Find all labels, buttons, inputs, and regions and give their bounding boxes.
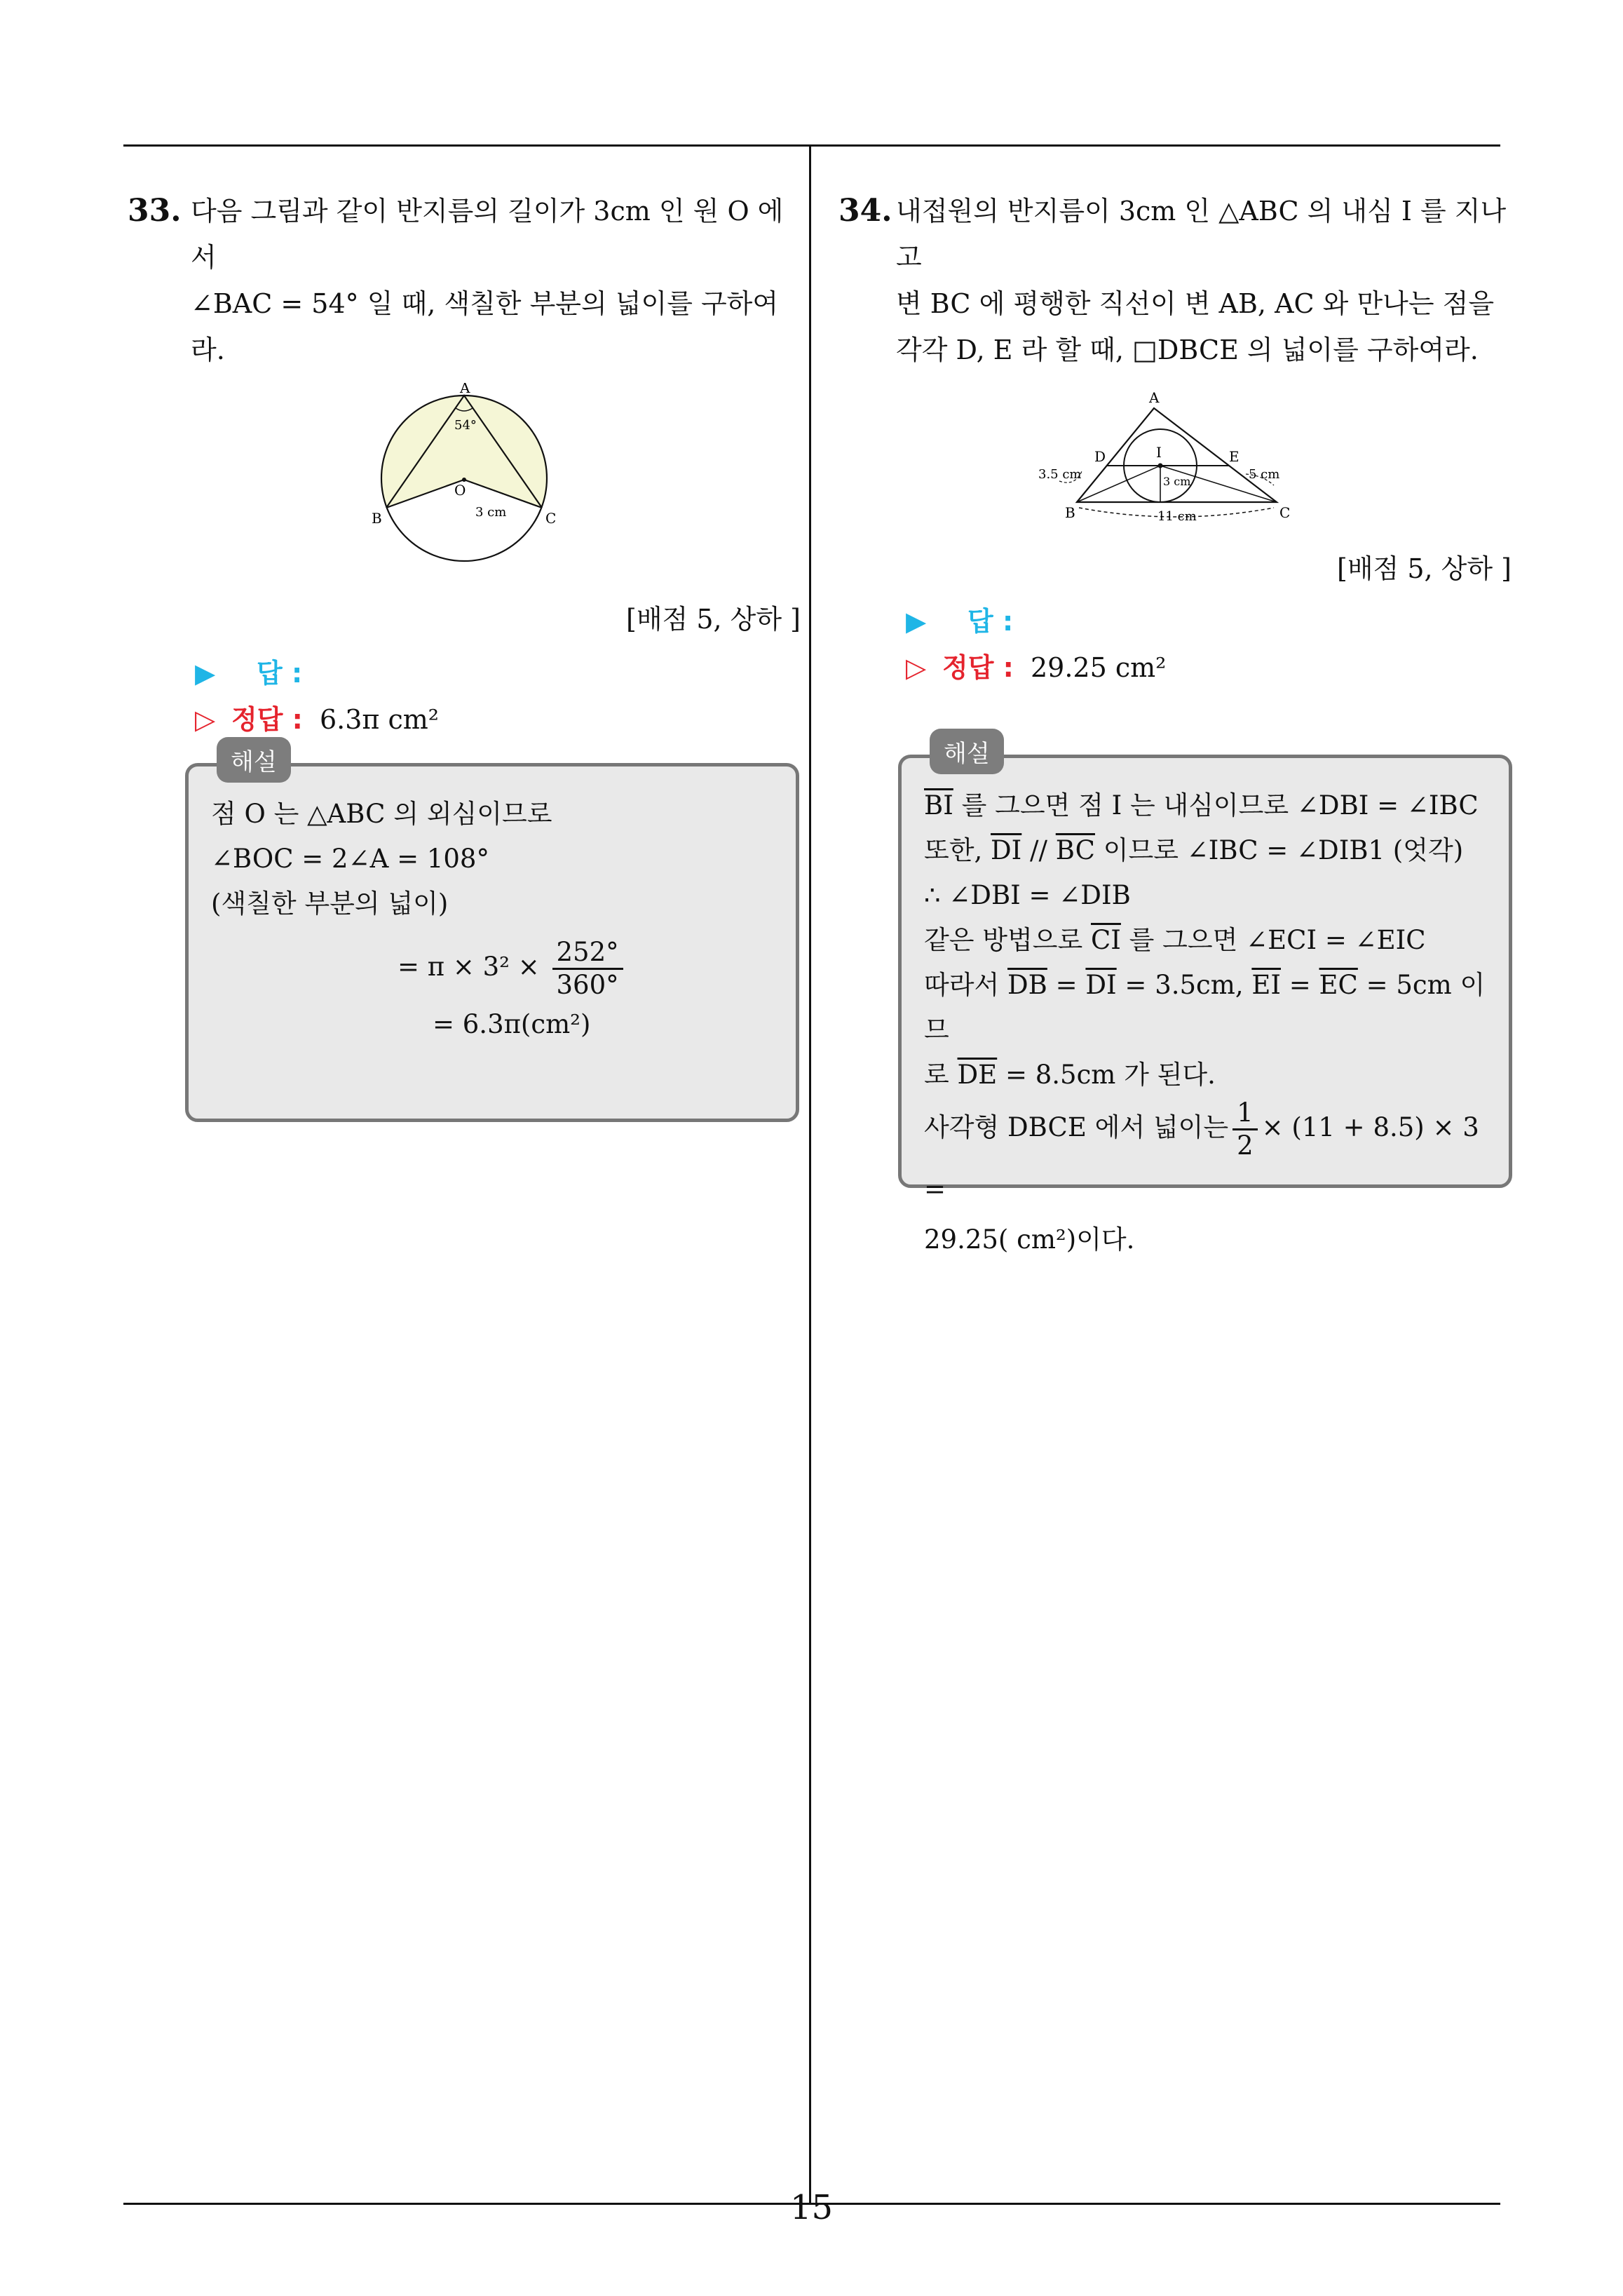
solution-line bbox=[924, 1098, 1490, 1217]
radius-label: 3 cm bbox=[1163, 475, 1191, 488]
label-c: C bbox=[1279, 504, 1291, 521]
segment-ec: $\overline{EC}$ bbox=[1319, 970, 1358, 1000]
question-line: 다음 그림과 같이 반지름의 길이가 3cm 인 원 O 에서 bbox=[191, 196, 784, 273]
answer-row bbox=[906, 598, 1512, 644]
solution-body bbox=[211, 792, 777, 1047]
solution-line bbox=[924, 963, 1490, 1053]
solution-text: = bbox=[1281, 970, 1319, 1000]
radius-label: 3 cm bbox=[475, 505, 507, 520]
question-line: 각각 D, E 라 할 때, □DBCE 의 넓이를 구하여라. bbox=[896, 335, 1479, 365]
answer-label: 답 : bbox=[257, 658, 303, 689]
solution-line: (색칠한 부분의 넓이) bbox=[211, 889, 449, 919]
solution-text: = 8.5cm 가 된다. bbox=[997, 1060, 1216, 1090]
label-a: A bbox=[1149, 389, 1160, 406]
solution-line bbox=[924, 918, 1490, 963]
solution-line bbox=[924, 1053, 1490, 1098]
base-length-label: 11 cm bbox=[1157, 509, 1197, 524]
segment-de: $\overline{DE}$ bbox=[957, 1060, 998, 1090]
label-b: B bbox=[372, 510, 382, 527]
answer-row bbox=[195, 650, 801, 696]
segment-bi: $\overline{BI}$ bbox=[924, 790, 953, 821]
incenter-point bbox=[1158, 464, 1163, 468]
segment-ci: $\overline{CI}$ bbox=[1090, 925, 1121, 955]
answer-arrow-icon: ▶ bbox=[195, 658, 216, 689]
question-33 bbox=[128, 188, 801, 743]
segment-bc: $\overline{BC}$ bbox=[1055, 835, 1095, 865]
incircle-figure bbox=[1038, 389, 1312, 529]
line-bi bbox=[1077, 466, 1160, 502]
solution-line bbox=[924, 783, 1490, 828]
fraction-numerator: 1 bbox=[1232, 1098, 1258, 1130]
fraction-numerator: 252° bbox=[552, 937, 623, 970]
solution-text: = 5cm 이므 bbox=[924, 970, 1486, 1045]
label-a: A bbox=[460, 383, 470, 396]
correct-answer-row bbox=[906, 644, 1512, 691]
answer-block bbox=[195, 650, 801, 743]
answer-block bbox=[906, 598, 1512, 691]
solution-text: = 3.5cm, bbox=[1116, 970, 1252, 1000]
correct-answer-value: 29.25 cm² bbox=[1031, 652, 1167, 683]
solution-box bbox=[185, 748, 799, 1122]
correct-arrow-icon: ▷ bbox=[195, 704, 216, 735]
solution-text: 이므로 ∠IBC = ∠DIB1 (엇각) bbox=[1094, 835, 1464, 865]
solution-box bbox=[898, 740, 1512, 1255]
score: [배점 5, 상하 ] bbox=[1337, 553, 1512, 584]
label-c: C bbox=[545, 510, 557, 527]
correct-answer-label: 정답 : bbox=[231, 704, 303, 735]
score: [배점 5, 상하 ] bbox=[626, 604, 801, 635]
correct-answer-value: 6.3π cm² bbox=[320, 704, 440, 735]
question-line: 변 BC 에 평행한 직선이 변 AB, AC 와 만나는 점을 bbox=[896, 288, 1495, 319]
parallel-symbol: // bbox=[1021, 835, 1056, 865]
segment-ei: $\overline{EI}$ bbox=[1251, 970, 1281, 1000]
label-i: I bbox=[1156, 444, 1162, 461]
label-o: O bbox=[454, 482, 466, 499]
circle-figure bbox=[338, 383, 590, 565]
question-34-text bbox=[838, 188, 1512, 373]
solution-tag: 해설 bbox=[930, 729, 1004, 774]
angle-label: 54° bbox=[454, 418, 477, 433]
shaded-region bbox=[338, 383, 590, 520]
solution-text: 같은 방법으로 bbox=[924, 925, 1091, 955]
solution-text: × (11 + 8.5) × 3 = bbox=[924, 1112, 1479, 1204]
label-d: D bbox=[1094, 448, 1106, 465]
correct-answer-label: 정답 : bbox=[942, 652, 1014, 683]
solution-text: 로 bbox=[924, 1060, 958, 1090]
solution-text: 사각형 DBCE 에서 넓이는 bbox=[924, 1112, 1229, 1142]
answer-label: 답 : bbox=[967, 606, 1014, 637]
question-number: 33. bbox=[128, 193, 182, 229]
solution-line: 29.25( cm²)이다. bbox=[924, 1224, 1135, 1255]
fraction-denominator: 2 bbox=[1237, 1130, 1254, 1161]
solution-text: 따라서 bbox=[924, 970, 1007, 1000]
question-33-text bbox=[128, 188, 801, 373]
label-e: E bbox=[1229, 448, 1240, 465]
fraction bbox=[1232, 1098, 1258, 1161]
answer-arrow-icon: ▶ bbox=[906, 606, 927, 637]
solution-text: 또한, bbox=[924, 835, 991, 865]
question-line: ∠BAC = 54° 일 때, 색칠한 부분의 넓이를 구하여라. bbox=[191, 288, 779, 365]
solution-text: = bbox=[1047, 970, 1086, 1000]
solution-line: 점 O 는 △ABC 의 외심이므로 bbox=[211, 799, 552, 829]
left-length-label: 3.5 cm bbox=[1038, 467, 1082, 482]
question-34 bbox=[838, 188, 1512, 691]
solution-line: ∠BOC = 2∠A = 108° bbox=[211, 844, 489, 874]
solution-line bbox=[211, 932, 777, 1002]
segment-db: $\overline{DB}$ bbox=[1007, 970, 1047, 1000]
solution-text: 를 그으면 ∠ECI = ∠EIC bbox=[1120, 925, 1426, 955]
equation-left: = π × 3² × bbox=[398, 952, 540, 982]
fraction bbox=[552, 937, 623, 1001]
segment-di: $\overline{DI}$ bbox=[1085, 970, 1117, 1000]
question-number: 34. bbox=[838, 193, 892, 229]
question-line: 내접원의 반지름이 3cm 인 △ABC 의 내심 I 를 지나고 bbox=[896, 196, 1507, 273]
top-rule bbox=[123, 144, 1500, 147]
solution-body bbox=[924, 783, 1490, 1262]
solution-line: = 6.3π(cm²) bbox=[433, 1009, 591, 1039]
fraction-denominator: 360° bbox=[556, 970, 619, 1000]
solution-line bbox=[924, 828, 1490, 873]
solution-line: ∴ ∠DBI = ∠DIB bbox=[924, 880, 1131, 910]
correct-answer-row bbox=[195, 696, 801, 743]
solution-text: 를 그으면 점 I 는 내심이므로 ∠DBI = ∠IBC bbox=[953, 790, 1479, 821]
column-divider bbox=[809, 144, 811, 2203]
segment-di: $\overline{DI}$ bbox=[991, 835, 1022, 865]
label-b: B bbox=[1065, 504, 1075, 521]
solution-tag: 해설 bbox=[217, 737, 291, 783]
page-number: 15 bbox=[789, 2188, 834, 2227]
right-length-label: 5 cm bbox=[1249, 467, 1280, 482]
correct-arrow-icon: ▷ bbox=[906, 652, 927, 683]
